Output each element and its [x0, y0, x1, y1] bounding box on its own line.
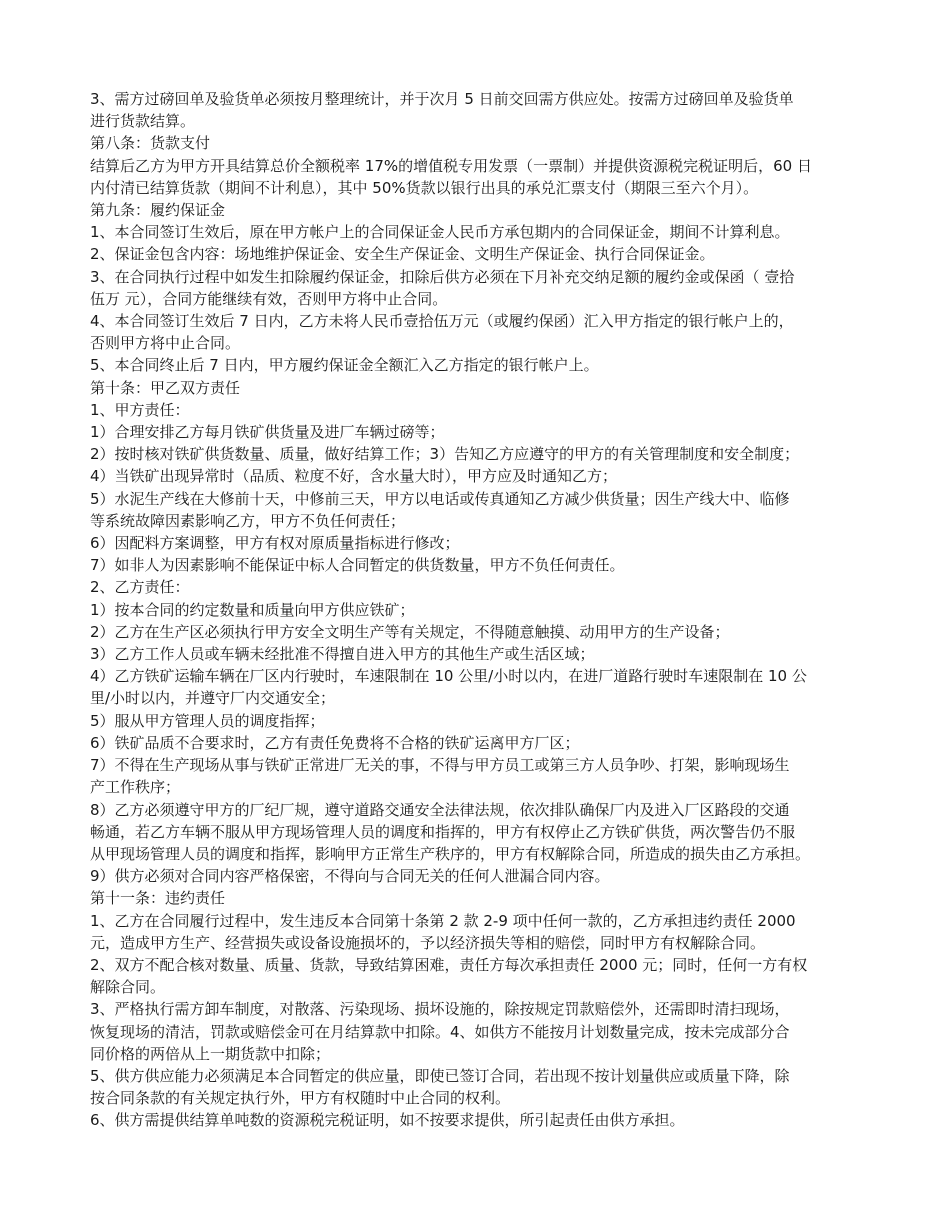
text-line: 从甲现场管理人员的调度和指挥，影响甲方正常生产秩序的，甲方有权解除合同，所造成的损失由乙方承担。 [90, 844, 811, 863]
text-line: 5、供方供应能力必须满足本合同暂定的供应量，即使已签订合同，若出现不按计划量供应或质量下降，除 [90, 1066, 790, 1085]
text-line: 6、供方需提供结算单吨数的资源税完税证明，如不按要求提供，所引起责任由供方承担。 [90, 1111, 685, 1130]
section-heading: 第十条：甲乙双方责任 [90, 378, 241, 397]
text-line: 1）合理安排乙方每月铁矿供货量及进厂车辆过磅等； [90, 423, 445, 442]
section-heading: 第十一条：违约责任 [90, 889, 226, 908]
text-line: 3、严格执行需方卸车制度，对散落、污染现场、损坏设施的，除按规定罚款赔偿外，还需即时清扫现场， [90, 1000, 790, 1019]
text-line: 按合同条款的有关规定执行外，甲方有权随时中止合同的权利。 [90, 1089, 511, 1108]
text-line: 等系统故障因素影响乙方，甲方不负任何责任； [90, 511, 406, 530]
text-line: 2、双方不配合核对数量、质量、货款，导致结算困难，责任方每次承担责任 2000 元；同时，任何一方有权 [90, 955, 808, 974]
text-line: 元，造成甲方生产、经营损失或设备设施损坏的，予以经济损失等相的赔偿，同时甲方有权解除合同。 [90, 933, 766, 952]
text-line: 1、乙方在合同履行过程中，发生违反本合同第十条第 2 款 2-9 项中任何一款的，乙方承担违约责任 2000 [90, 911, 796, 930]
text-line: 3、在合同执行过程中如发生扣除履约保证金，扣除后供方必须在下月补充交纳足额的履约金或保函（ 壹拾 [90, 267, 795, 286]
text-line: 3）乙方工作人员或车辆未经批准不得擅自进入甲方的其他生产或生活区域； [90, 645, 595, 664]
text-line: 1）按本合同的约定数量和质量向甲方供应铁矿； [90, 600, 415, 619]
text-line: 伍万 元），合同方能继续有效，否则甲方将中止合同。 [90, 289, 448, 308]
text-line: 2、乙方责任： [90, 578, 190, 597]
text-line: 4、本合同签订生效后 7 日内，乙方未将人民币壹拾伍万元（或履约保函）汇入甲方指定的银行帐户上的， [90, 312, 794, 331]
contract-text [90, 88, 870, 1132]
text-line: 里/小时以内，并遵守厂内交通安全； [90, 689, 336, 708]
section-heading: 第八条：货款支付 [90, 134, 211, 153]
text-line: 6）铁矿品质不合要求时，乙方有责任免费将不合格的铁矿运离甲方厂区； [90, 733, 580, 752]
text-line: 6）因配料方案调整，甲方有权对原质量指标进行修改； [90, 534, 460, 553]
text-line: 4）当铁矿出现异常时（品质、粒度不好，含水量大时），甲方应及时通知乙方； [90, 467, 618, 486]
text-line: 恢复现场的清洁，罚款或赔偿金可在月结算款中扣除。4、如供方不能按月计划数量完成，按未完成部分合 [90, 1022, 790, 1041]
text-line: 结算后乙方为甲方开具结算总价全额税率 17%的增值税专用发票（一票制）并提供资源税完税证明后，60 日 [90, 156, 812, 175]
text-line: 1、本合同签订生效后，原在甲方帐户上的合同保证金人民币方承包期内的合同保证金，期间不计算利息。 [90, 223, 790, 242]
text-line: 畅通，若乙方车辆不服从甲方现场管理人员的调度和指挥的，甲方有权停止乙方铁矿供货，两次警告仍不服 [90, 822, 796, 841]
text-line: 同价格的两倍从上一期货款中扣除； [90, 1044, 331, 1063]
text-line: 4）乙方铁矿运输车辆在厂区内行驶时，车速限制在 10 公里/小时以内，在进厂道路行驶时车速限制在 10 公 [90, 667, 807, 686]
text-line: 8）乙方必须遵守甲方的厂纪厂规，遵守道路交通安全法律法规，依次排队确保厂内及进入厂区路段的交通 [90, 800, 790, 819]
text-line: 内付清已结算货款（期间不计利息），其中 50%货款以银行出具的承兑汇票支付（期限三至六个月）。 [90, 178, 759, 197]
text-line: 1、甲方责任： [90, 400, 190, 419]
section-heading: 第九条：履约保证金 [90, 201, 226, 220]
text-line: 3、需方过磅回单及验货单必须按月整理统计，并于次月 5 日前交回需方供应处。按需方过磅回单及验货单 [90, 90, 794, 108]
text-line: 7）不得在生产现场从事与铁矿正常进厂无关的事，不得与甲方员工或第三方人员争吵、打架，影响现场生 [90, 756, 790, 775]
text-line: 产工作秩序； [90, 778, 181, 797]
text-line: 2）按时核对铁矿供货数量、质量，做好结算工作；3）告知乙方应遵守的甲方的有关管理制度和安全制度； [90, 445, 800, 464]
text-line: 2、保证金包含内容：场地维护保证金、安全生产保证金、文明生产保证金、执行合同保证金。 [90, 245, 715, 264]
text-line: 5、本合同终止后 7 日内，甲方履约保证金全额汇入乙方指定的银行帐户上。 [90, 356, 599, 375]
text-line: 解除合同。 [90, 978, 166, 997]
text-line: 进行货款结算。 [90, 112, 196, 131]
text-line: 9）供方必须对合同内容严格保密，不得向与合同无关的任何人泄漏合同内容。 [90, 867, 610, 886]
text-line: 5）服从甲方管理人员的调度指挥； [90, 711, 325, 730]
text-line: 2）乙方在生产区必须执行甲方安全文明生产等有关规定，不得随意触摸、动用甲方的生产设备； [90, 622, 730, 641]
text-line: 7）如非人为因素影响不能保证中标人合同暂定的供货数量，甲方不负任何责任。 [90, 556, 625, 575]
text-line: 否则甲方将中止合同。 [90, 334, 241, 353]
text-line: 5）水泥生产线在大修前十天，中修前三天，甲方以电话或传真通知乙方减少供货量；因生产线大中、临修 [90, 489, 790, 508]
